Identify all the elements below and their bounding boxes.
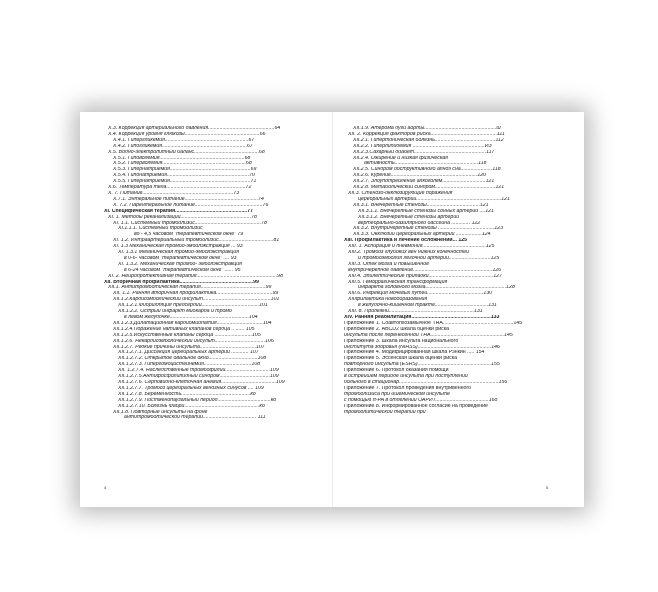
toc-entry: в 6-24 часовом "терапевтическом окне" ...... 95 xyxy=(124,267,241,273)
toc-entry: XII.1.2.5.Искусственные клапаны сердца ..........................105 xyxy=(113,332,261,338)
toc-entry: в левом желудочке.......................................................104 xyxy=(124,315,258,320)
toc-entry: X. 7. Питание...............................................................73 xyxy=(108,190,240,196)
toc-entry: XI. 1.2. Интраартериальный тромболизис......................................81 xyxy=(113,238,280,244)
toc-entry: XIII.3. Отек мозга и повышенное xyxy=(348,261,430,267)
toc-entry: XII.1.2.7.6. Серповидно-клеточная анемия......................................109 xyxy=(118,379,285,385)
toc-entry: XII.2.3.Сахарный диабет..................................................117 xyxy=(353,149,495,155)
toc-entry: X.5.1. Гиповолемия...........................................................68 xyxy=(113,155,251,161)
toc-entry: X.3. Коррекция артериального давления..............................................64 xyxy=(108,126,281,131)
toc-entry: в 0-6- часовом "терапевтическом окне" .... 93 xyxy=(124,255,237,261)
toc-entry: тромболитической терапии при xyxy=(344,409,426,415)
toc-entry: Приложение 8. Информированное согласие на проведение xyxy=(344,403,488,409)
toc-entry: XII.2.1. Гипертоническая болезнь..........................................112 xyxy=(353,137,504,143)
toc-entry: инфаркта головного мозга........................................................128 xyxy=(358,285,515,291)
toc-entry: XII.1.2.7.10. Болезнь Фабри....................................................ко xyxy=(118,403,265,409)
toc-entry: XIII. 1. Аспирация и пневмония............................................125 xyxy=(348,244,495,250)
toc-entry: XI. Специфическая терапия..................................................77 xyxy=(104,208,253,214)
toc-entry: XII. 1.1. Ранняя вторичная профилактика.......................................99 xyxy=(113,291,279,297)
toc-entry: XI.1.1.1. Системный тромболизис xyxy=(118,226,203,232)
toc-entry: XI. 2. Нейропротективная терапия........................................................98 xyxy=(108,273,283,279)
toc-entry: XII.2.2. Гиперлипидемия ..................................................ИЗ xyxy=(353,143,492,149)
toc-entry: XII.1.2.1.Фибрилляция предсердий........................................101 xyxy=(118,303,268,309)
toc-entry: XI. 1.3.1 Механическая тромбо-эмболэкстракция xyxy=(118,250,240,256)
toc-entry: XII.2.6. Курение............................................................120 xyxy=(353,173,486,179)
toc-entry: XIIIфилактика новообразования xyxy=(348,297,428,303)
toc-entry: X.7.1. Энтеральное питание...................................................74 xyxy=(113,196,264,202)
toc-entry: XII.1.9. Атерома дуги аорты..................................................ш xyxy=(353,126,501,131)
toc-entry: XII.1.2.7.3. Гипергомоцистеинемия.................................108 xyxy=(118,362,261,368)
toc-entry: инсульта после перенесенной ТНА...................................................145 xyxy=(344,332,513,338)
toc-entry: X. 7.2. Парентеральное питание...............................................76 xyxy=(113,202,269,208)
toc-entry: активность..........................................................118 xyxy=(364,161,487,167)
toc-entry: XII.1.2.7. Редкие причины инсульта.......................................107 xyxy=(113,344,265,350)
toc-entry: XII.3.1.1. Внечерепные стенозы сонных артерий ....121 xyxy=(358,208,494,214)
toc-entry: XIII. 8. Пролежни...........................................................131 xyxy=(348,309,483,315)
toc-entry: XII.1.2.3.Дилатационная кардиомиопатия................................104 xyxy=(113,320,272,326)
toc-entry: XIII.5. Геморрагическая трансформация xyxy=(348,279,448,285)
toc-entry: Приложение 7. Протокол проведения внутривенного xyxy=(344,385,471,391)
toc-entry: Приложение 2. ABCD2 шкала оценки риска xyxy=(344,326,449,332)
toc-entry: Приложение 1. Соавтопхозамычное ТНА.................................................145 xyxy=(344,320,523,326)
toc-entry: вертебрально-базилярного бассейна ............. 122 xyxy=(358,220,481,226)
left-page-number: 4 xyxy=(104,485,107,490)
left-page-toc xyxy=(104,126,324,421)
toc-entry: Приложение 6. Протокол оказания помощи xyxy=(344,368,449,374)
toc-entry: XII.1.2.7.2. Открытое овальное окно..................................108 xyxy=(118,356,267,362)
toc-entry: повторного инсульта (ESRS)...................................................155 xyxy=(344,362,500,368)
toc-entry: XII.2.5. Синдром обструктивного апноэ сна......................118 xyxy=(353,167,501,173)
toc-entry: X.5.2. Гиперволемия..........................................................68 xyxy=(113,161,252,167)
toc-entry: XII.3.2. Внутричерепные стенозы .......................................123 xyxy=(353,226,504,232)
toc-entry: X.4.2. Гипогликемия...........................................................67 xyxy=(113,143,253,149)
toc-entry: XIII. Профилактика и лечение осложнений... 125 xyxy=(344,238,467,244)
toc-entry: XII.3.1.2. Внечерепные стенозы артерий xyxy=(358,214,460,220)
toc-entry: X.5.5. Гипернатриемия........................................................71 xyxy=(113,179,257,185)
toc-entry: XI. 1.3 Механическая тромбо-эмболэкстракция ... 93 xyxy=(113,244,243,250)
toc-entry: X.5. Водно-электролитный баланс.............................................68 xyxy=(108,149,265,155)
toc-entry: внутричерепное давление.......................................................126 xyxy=(348,267,502,273)
toc-entry: XII.1.2.6. Некардиоэмболический инсульт...................................106 xyxy=(113,338,274,344)
book-spread xyxy=(80,112,584,507)
toc-entry: XII. Вторичная профилактика...................................................99 xyxy=(104,279,259,285)
toc-entry: антитромботической терапии..................................... 111 xyxy=(124,415,266,421)
toc-entry: X.4.1. Гипергликемия..........................................................67 xyxy=(113,137,255,143)
toc-entry: XII. 1.2.7.4. Наследственные тромбофилии...............................109 xyxy=(118,368,279,374)
toc-entry: XI. 1. Методы реканализации.................................................78 xyxy=(108,214,257,220)
right-page-number: 5 xyxy=(546,485,549,490)
toc-entry: XII.3.3. Окклюзии церебральных артерий ..................124 xyxy=(353,232,491,238)
toc-entry: X.5.3. Гипернатриемия........................................................69 xyxy=(113,167,257,173)
toc-entry: в острейшем периоде инсульта при поступлении xyxy=(344,374,468,380)
toc-entry: XII.3.1. Внечерепные стенозы.....................................121 xyxy=(353,202,489,208)
toc-entry: X.4. Коррекция уровня глюкозы....................................................66 xyxy=(108,131,266,137)
toc-entry: X.5.4. Гипонатриемия.........................................................70 xyxy=(113,173,255,179)
toc-entry: во - 4,5 часовом "терапевтическом окне" 79 xyxy=(134,232,244,238)
toc-entry: XIII.4. Эпилептические припадки.............................................127 xyxy=(348,273,503,279)
toc-entry: церебральных артерий...........................................................121 xyxy=(358,196,510,202)
toc-entry: Приложение 5. Эссенская шкала оценки риска xyxy=(344,356,457,362)
toc-entry: XII. 2. Коррекция факторов риска..............................................111 xyxy=(348,131,505,137)
toc-entry: XII.1.2.7.9. Постменопаузальный период.....................................ко xyxy=(118,397,277,403)
toc-entry: института здоровья (NIHSS)...................................................146 xyxy=(344,344,500,350)
toc-entry: и тромбоэмболия легочной артерии.............................125 xyxy=(358,255,500,261)
toc-entry: XIII.2. Тромбоз глубоких вен нижних конечностей xyxy=(348,250,469,256)
toc-entry: XII.1.8. Повторные инсульты на фоне xyxy=(113,409,208,415)
toc-entry: Приложение 3. Шкала инсульта национального xyxy=(344,338,459,344)
toc-entry: X.6. Температура тела.......................................................72 xyxy=(108,185,252,191)
toc-entry: XII.1.2.7.8. Беременность................................................ко xyxy=(118,391,256,397)
right-page-toc xyxy=(344,126,564,415)
toc-entry: с помощью rt-PA в отделении ОАРИТ.....................................16о xyxy=(344,397,498,403)
toc-entry: больного в стационар.....................................................................156 xyxy=(344,379,508,385)
toc-entry: XII.1.2.4.Поражение нативных клапанов сердца .. ...... 105 xyxy=(113,326,255,332)
toc-entry: XII.1.2.2. Острый инфаркт миокарда и тромб xyxy=(118,309,232,315)
toc-entry: в желудочно-кишечном тракте.....................................131 xyxy=(358,303,497,309)
toc-entry: тромболизиса при ишемическом инсульте xyxy=(344,391,450,397)
toc-entry: XI. 1.1. Системный тромболизис..............................................78 xyxy=(113,220,267,226)
toc-entry: Приложение 4. Модифицированная шкала Рэнкин ..... 154 xyxy=(344,350,485,356)
toc-entry: XII.2.4. Ожирение и низкая физическая xyxy=(353,155,448,161)
toc-entry: XII.1.2.Кардиоэмболический инсульт...............................................101 xyxy=(113,297,280,303)
toc-entry: XII.1.2.7.7. Тромбоз церебральных венозных синусов .... 109 xyxy=(118,385,264,391)
toc-entry: XII.2.8. Метаболический синдром..........................................121 xyxy=(353,185,505,191)
page-fold xyxy=(332,112,333,507)
toc-entry: XII.1.2.7.5.Антифосфолипидный синдром...................................109 xyxy=(118,374,279,380)
toc-entry: XII.1. Антитромботическая терапия.............................................99 xyxy=(108,285,272,291)
toc-entry: XII.3. Стенозо-окклюзирующие поражения xyxy=(348,190,453,196)
toc-entry: XIV. Ранняя реабилитация.......................................................133 xyxy=(344,315,500,320)
toc-entry: XI. 1.3.2. Механическая тромбо- эмболэкстракция xyxy=(118,261,242,267)
toc-entry: XII.2.7. Злоупотребление алкоголем..............................121 xyxy=(353,179,495,185)
toc-entry: XIII.6. Инфекция мочевых путей.......................................130 xyxy=(348,291,493,297)
toc-entry: XII.1.2.7.1. Диссекция церебральных артерий ............ 107 xyxy=(118,350,259,356)
